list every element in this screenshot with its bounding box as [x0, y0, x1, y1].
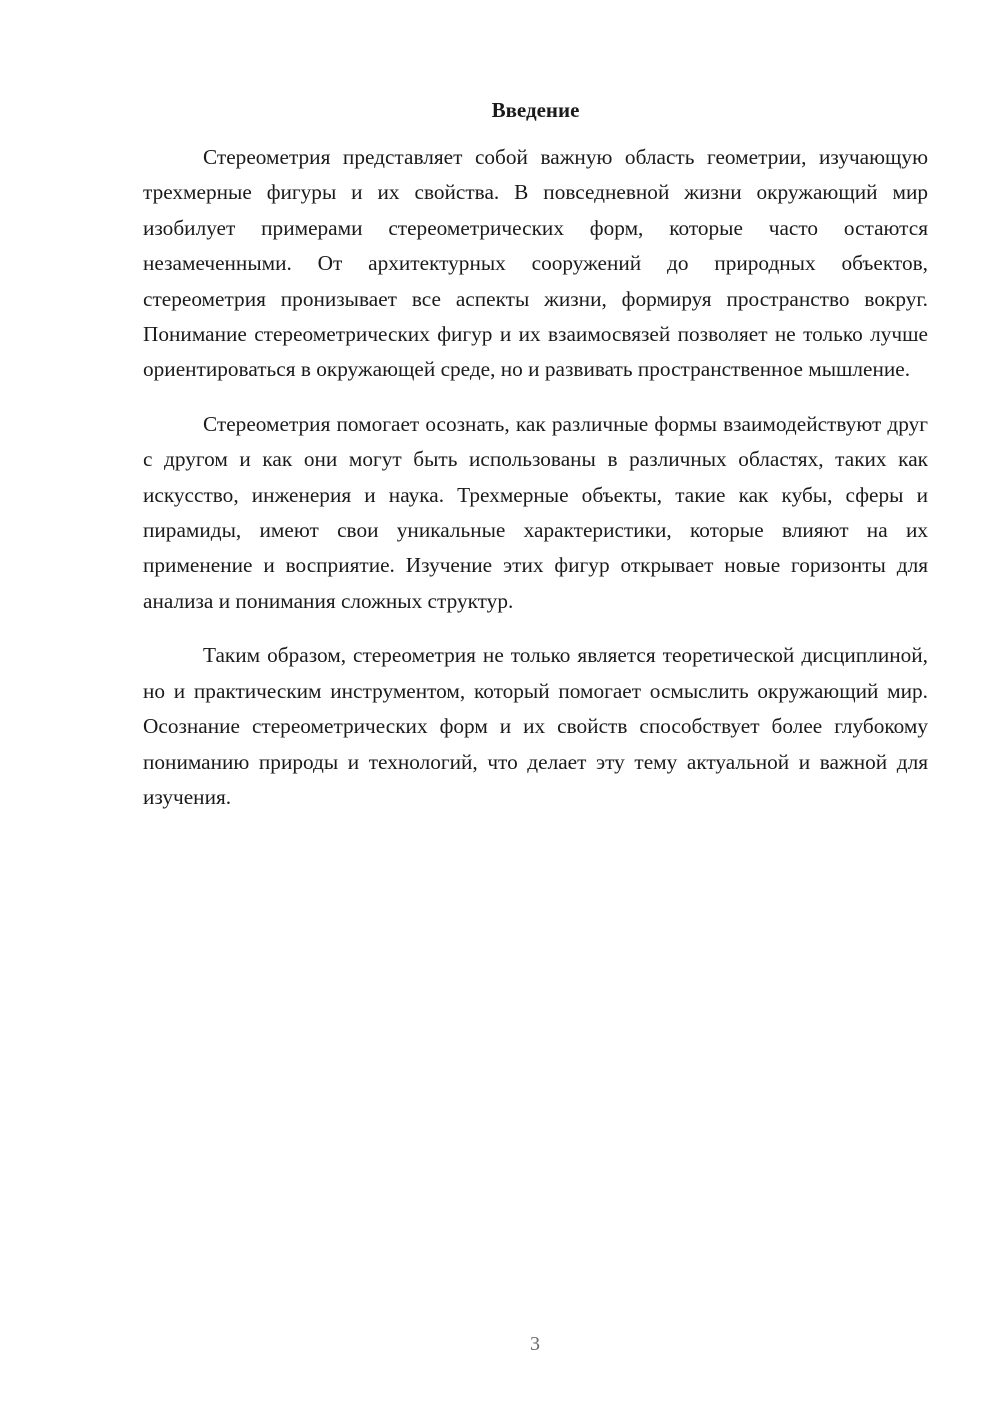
page-content — [143, 94, 928, 834]
section-heading: Введение — [491, 98, 580, 122]
paragraph-2: Стереометрия помогает осознать, как различные формы взаимодействуют друг с другом и как они могут быть использованы в различных областях, таких как искусство, инженерия и наука. Трехмерные объекты, такие как кубы, сферы и пирамиды, имеют свои уникальные характеристики, которые влияют на их применение и восприятие. Изучение этих фигур открывает новые горизонты для анализа и понимания сложных структур. — [143, 411, 928, 613]
paragraph-3: Таким образом, стереометрия не только является теоретической дисциплиной, но и практическим инструментом, который помогает осмыслить окружающий мир. Осознание стереометрических форм и их свойств способствует более глубокому пониманию природы и технологий, что делает эту тему актуальной и важной для изучения. — [143, 643, 928, 809]
paragraph-1: Стереометрия представляет собой важную область геометрии, изучающую трехмерные фигуры и их свойства. В повседневной жизни окружающий мир изобилует примерами стереометрических форм, которые часто остаются незамеченными. От архитектурных сооружений до природных объектов, стереометрия пронизывает все аспекты жизни, формируя пространство вокруг. Понимание стереометрических фигур и их взаимосвязей позволяет не только лучше ориентироваться в окружающей среде, но и развивать пространственное мышление. — [143, 145, 928, 382]
page-number: 3 — [530, 1333, 540, 1355]
